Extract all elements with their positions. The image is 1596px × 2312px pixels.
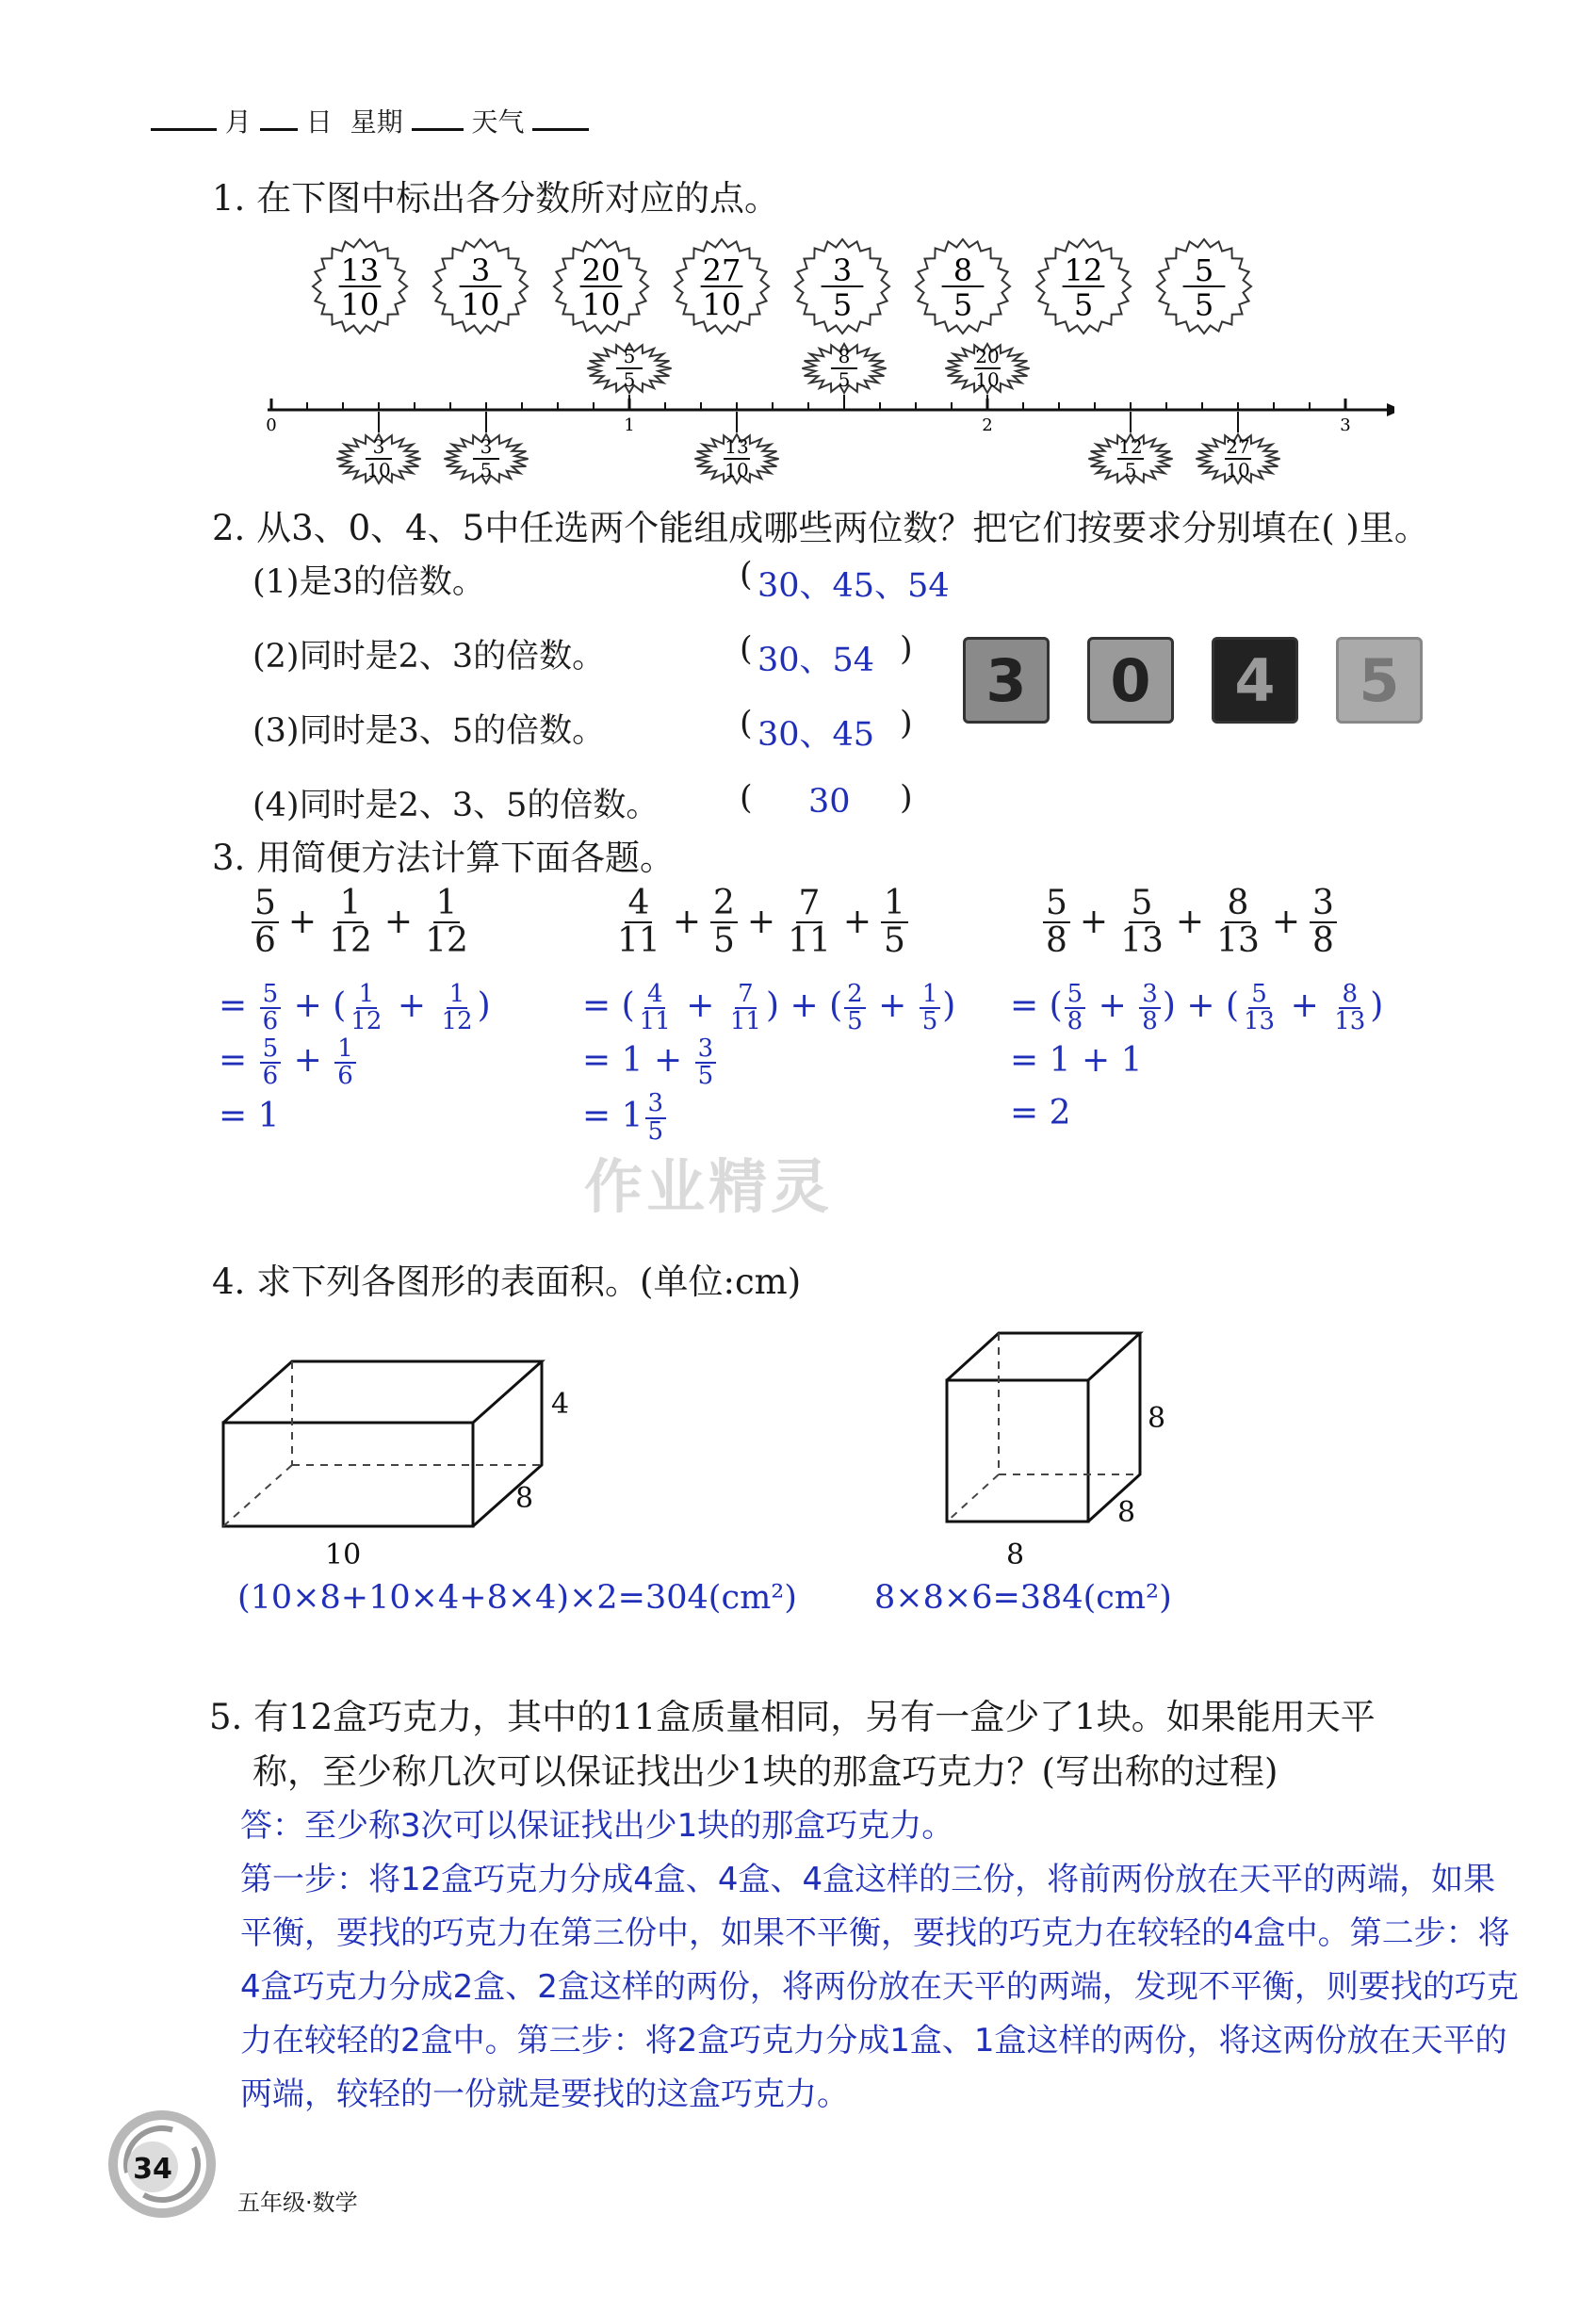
cube-width-label: 8 xyxy=(1006,1539,1025,1571)
fraction: $\frac{4}{11}$ xyxy=(617,884,660,960)
fraction-numerator: 12 xyxy=(1064,252,1103,288)
fraction-numerator: 13 xyxy=(340,252,380,288)
fraction-badge xyxy=(587,344,671,393)
marked-point-below xyxy=(1088,412,1172,483)
fraction-numerator: 5 xyxy=(1194,252,1214,288)
fraction: $\frac{1}{12}$ xyxy=(329,884,372,960)
q3-work-3: = ( $\frac{5}{8}$ + $\frac{3}{8}$ ) + ( $\frac{5}{13}$ + $\frac{8}{13}$ ) = 1 + 1 = 2 xyxy=(1010,979,1384,1133)
fraction: $\frac{2}{5}$ xyxy=(710,886,738,959)
fraction-denominator: 10 xyxy=(1226,459,1250,481)
fraction-badge xyxy=(694,434,778,483)
q3-problem-2: $\frac{4}{11}$ + $\frac{2}{5}$ + $\frac{7}{11}$ + $\frac{1}{5}$ xyxy=(612,886,910,959)
cube-height-label: 8 xyxy=(1148,1402,1166,1435)
digit-card-3: 3 xyxy=(963,637,1050,724)
fraction-denominator: 10 xyxy=(975,368,1000,391)
fraction-numerator: 12 xyxy=(1118,435,1143,458)
date-header xyxy=(151,102,589,139)
q1-fraction-row xyxy=(311,237,1310,341)
fraction-numerator: 3 xyxy=(470,252,491,288)
marked-point-below xyxy=(336,412,420,483)
q4-answer-cuboid: (10×8+10×4+8×4)×2=304(cm²) xyxy=(237,1579,797,1617)
page-number: 34 xyxy=(133,2153,172,2186)
fraction-denominator: 5 xyxy=(623,368,636,391)
q3-work-2: = ( $\frac{4}{11}$ + $\frac{7}{11}$ ) + ( $\frac{2}{5}$ + $\frac{1}{5}$ ) = 1 + $\frac{3}{5}$ = 1 $\frac{3}{5}$ xyxy=(582,979,956,1146)
q1-title: 1. 在下图中标出各分数所对应的点。 xyxy=(212,178,780,219)
fraction-denominator: 5 xyxy=(832,286,853,323)
fraction-denominator: 10 xyxy=(702,286,741,323)
fraction-denominator: 5 xyxy=(838,368,851,391)
q2-item-label: (3)同时是3、5的倍数。 xyxy=(252,712,606,750)
tick-label: 1 xyxy=(624,415,635,435)
fraction-numerator: 3 xyxy=(372,435,385,458)
marked-point-below xyxy=(694,412,778,483)
fraction-numerator: 5 xyxy=(623,345,636,367)
marked-point-above xyxy=(802,344,886,410)
q3-work-1: = $\frac{5}{6}$ + ( $\frac{1}{12}$ + $\frac{1}{12}$ ) = $\frac{5}{6}$ + $\frac{1}{6}$ = 1 xyxy=(219,979,491,1135)
fraction-numerator: 20 xyxy=(975,345,1000,367)
q2-title: 2. 从3、0、4、5中任选两个能组成哪些两位数？把它们按要求分别填在( )里。 xyxy=(212,508,1429,548)
digit-cards xyxy=(963,637,1423,724)
fraction-denominator: 5 xyxy=(480,459,493,481)
q4-answer-cube: 8×8×6=384(cm²) xyxy=(874,1579,1172,1617)
day-label: 日 xyxy=(305,106,333,138)
number-line xyxy=(254,339,1394,499)
digit-card-4: 4 xyxy=(1212,637,1298,724)
fraction-denominator: 10 xyxy=(461,286,500,323)
marked-point-above xyxy=(587,344,671,410)
fraction: $\frac{7}{11}$ xyxy=(788,884,831,960)
q4-title: 4. 求下列各图形的表面积。(单位:cm) xyxy=(212,1262,802,1302)
fraction-badge xyxy=(673,237,771,335)
q2-paren-open: ( xyxy=(740,705,753,742)
box-height-label: 4 xyxy=(551,1388,570,1421)
fraction-numerator: 27 xyxy=(1226,435,1250,458)
number-line-arrow xyxy=(1387,403,1394,416)
fraction-badge xyxy=(552,237,650,335)
fraction-denominator: 10 xyxy=(366,459,391,481)
cuboid-figure xyxy=(212,1338,608,1573)
fraction-denominator: 10 xyxy=(725,459,749,481)
q5-title-line1: 5. 有12盒巧克力，其中的11盒质量相同，另有一盒少了1块。如果能用天平 xyxy=(209,1697,1376,1737)
fraction-badge xyxy=(802,344,886,393)
tick-label: 0 xyxy=(266,415,277,435)
fraction: $\frac{5}{8}$ xyxy=(1043,886,1070,959)
q2-paren-open: ( xyxy=(740,630,753,668)
marked-point-below xyxy=(444,412,528,483)
fraction-badge xyxy=(444,434,528,483)
q2-item-label: (2)同时是2、3的倍数。 xyxy=(252,638,606,676)
q5-title-line2: 称，至少称几次可以保证找出少1块的那盒巧克力？(写出称的过程) xyxy=(252,1751,1278,1792)
q5-answer-head: 答：至少称3次可以保证找出少1块的那盒巧克力。 xyxy=(240,1807,954,1845)
weekday-label: 星期 xyxy=(350,106,403,138)
tick-label: 2 xyxy=(982,415,993,435)
q2-paren-open: ( xyxy=(740,779,753,817)
fraction-badge xyxy=(336,434,420,483)
q2-answer: 30、45、54 xyxy=(757,567,950,605)
weather-label: 天气 xyxy=(471,106,525,138)
fraction-numerator: 8 xyxy=(838,345,851,367)
digit-card-5: 5 xyxy=(1336,637,1423,724)
marked-point-above xyxy=(945,344,1029,410)
fraction: $\frac{8}{13}$ xyxy=(1216,884,1260,960)
cube-depth-label: 8 xyxy=(1117,1496,1136,1529)
box-length-label: 10 xyxy=(325,1539,362,1571)
fraction: $\frac{1}{5}$ xyxy=(881,886,908,959)
watermark: 作业精灵 xyxy=(584,1152,834,1221)
month-label: 月 xyxy=(224,106,252,138)
fraction-denominator: 5 xyxy=(1073,286,1094,323)
fraction-denominator: 5 xyxy=(953,286,973,323)
q2-paren-open: ( xyxy=(740,556,753,594)
marked-point-below xyxy=(1196,412,1279,483)
q2-paren-close: ) xyxy=(900,630,913,668)
fraction: $\frac{3}{8}$ xyxy=(1310,886,1337,959)
fraction-badge xyxy=(1034,237,1132,335)
fraction-denominator: 10 xyxy=(581,286,621,323)
footer-book: 五年级·数学 xyxy=(237,2190,358,2216)
fraction: $\frac{5}{13}$ xyxy=(1120,884,1164,960)
fraction-badge xyxy=(1196,434,1279,483)
cube-figure xyxy=(933,1324,1197,1578)
fraction-badge xyxy=(945,344,1029,393)
q3-problem-3: $\frac{5}{8}$ + $\frac{5}{13}$ + $\frac{8}{13}$ + $\frac{3}{8}$ xyxy=(1041,886,1339,959)
q2-answer: 30 xyxy=(808,783,851,821)
q2-paren-close: ) xyxy=(900,779,913,817)
q2-item-label: (1)是3的倍数。 xyxy=(252,563,485,601)
fraction-numerator: 3 xyxy=(480,435,493,458)
fraction-denominator: 5 xyxy=(1124,459,1137,481)
fraction-numerator: 3 xyxy=(832,252,853,288)
q3-problem-1: $\frac{5}{6}$ + $\frac{1}{12}$ + $\frac{1}{12}$ xyxy=(250,886,473,959)
q2-paren-close: ) xyxy=(900,705,913,742)
q3-title: 3. 用简便方法计算下面各题。 xyxy=(212,838,676,878)
fraction-badge xyxy=(793,237,891,335)
fraction: $\frac{1}{12}$ xyxy=(425,884,468,960)
box-width-label: 8 xyxy=(515,1482,534,1515)
q2-answer: 30、54 xyxy=(757,642,875,679)
fraction-numerator: 13 xyxy=(725,435,749,458)
page-number-badge xyxy=(106,2103,228,2225)
fraction-numerator: 8 xyxy=(953,252,973,288)
q2-item-label: (4)同时是2、3、5的倍数。 xyxy=(252,787,660,824)
q5-answer-body: 第一步：将12盒巧克力分成4盒、4盒、4盒这样的三份，将前两份放在天平的两端，如果平衡，要找的巧克力在第三份中，如果不平衡，要找的巧克力在较轻的4盒中。第二步：将4盒巧克力分成2盒、2盒这样的两份，将两份放在天平的两端，发现不平衡，则要找的巧克力在较轻的2盒中。第三步：将2盒巧克力分成1盒、1盒这样的两份，将这两份放在天平的两端，较轻的一份就是要找的这盒巧克力。 xyxy=(240,1861,1519,2113)
fraction: $\frac{5}{6}$ xyxy=(252,886,279,959)
fraction-badge xyxy=(311,237,409,335)
fraction-numerator: 20 xyxy=(581,252,621,288)
fraction-badge xyxy=(1155,237,1253,335)
fraction-badge xyxy=(432,237,529,335)
tick-label: 3 xyxy=(1340,415,1351,435)
fraction-badge xyxy=(1088,434,1172,483)
q2-answer: 30、45 xyxy=(757,716,875,754)
fraction-badge xyxy=(914,237,1012,335)
fraction-denominator: 10 xyxy=(340,286,380,323)
fraction-denominator: 5 xyxy=(1194,286,1214,323)
digit-card-0: 0 xyxy=(1087,637,1174,724)
fraction-numerator: 27 xyxy=(702,252,741,288)
